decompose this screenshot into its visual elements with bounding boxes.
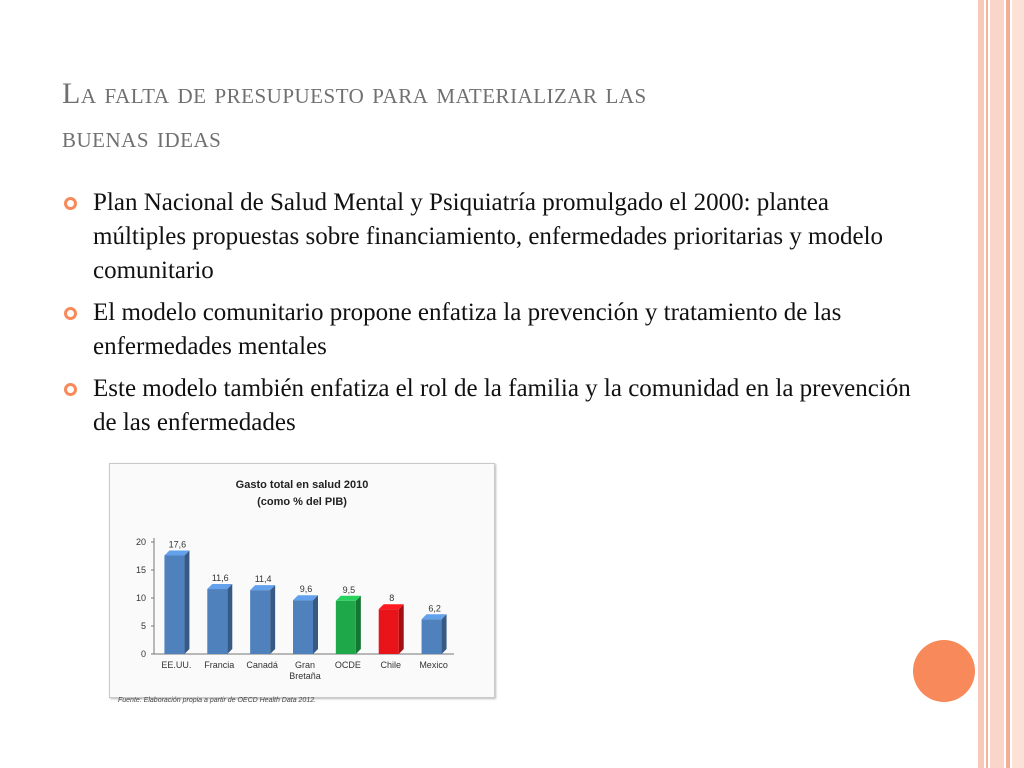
bar-side [399,604,404,654]
bullet-text: Este modelo también enfatiza el rol de la familia y la comunidad en la prevención de las enfermedades [93,375,911,436]
chart-source: Fuente: Elaboración propia a partir de OECD Health Data 2012. [118,697,317,704]
bar-value-label: 11,6 [211,573,229,584]
bullet-text: Plan Nacional de Salud Mental y Psiquiatría promulgado el 2000: plantea múltiples propuestas sobre financiamiento, enfermedades prioritarias y modelo comunitario [93,189,884,284]
bar [250,590,270,654]
bar-side [227,584,232,654]
bar-side [270,585,275,654]
bullet-item [62,296,912,364]
bullet-text: El modelo comunitario propone enfatiza la prevención y tratamiento de las enfermedades mentales [93,299,842,360]
circle-bullet-icon [64,197,77,210]
x-tick-label: Bretaña [289,671,321,681]
bar [379,609,399,654]
slide-title-line-1: La falta de presupuesto para materializar las [62,77,647,110]
decorative-circle [913,640,975,702]
bar-side [184,550,189,654]
bar-side [356,596,361,654]
y-tick-label: 0 [140,649,146,659]
x-tick-label: Francia [204,660,235,670]
bar [207,589,227,654]
x-tick-label: Gran [294,660,316,670]
y-tick-label: 20 [135,537,146,547]
x-tick-label: OCDE [334,660,361,670]
bullet-item [62,372,912,440]
slide-title [62,72,942,160]
bullet-list [62,186,912,448]
bar-chart [109,463,495,698]
bar [164,555,184,654]
bar-value-label: 11,4 [254,574,272,585]
chart-subtitle: (como % del PIB) [257,496,347,508]
bar [336,601,356,654]
slide-title-line-2: buenas ideas [62,121,222,154]
circle-bullet-icon [64,307,77,320]
bar-value-label: 9,5 [342,584,356,595]
decorative-stripes [978,0,1024,768]
chart-canvas [110,464,494,697]
x-tick-label: Chile [380,660,401,670]
bullet-item [62,186,912,288]
bar [293,600,313,654]
bar-side [442,614,447,654]
bar-value-label: 9,6 [299,584,313,595]
x-tick-label: EE.UU. [161,660,192,670]
bar [422,619,442,654]
bar-side [313,595,318,654]
bar-value-label: 17,6 [168,539,187,550]
bar-value-label: 8 [389,593,395,604]
bar-value-label: 6,2 [428,603,441,614]
x-tick-label: Mexico [419,660,448,670]
x-tick-label: Canadá [246,660,278,670]
chart-title: Gasto total en salud 2010 [235,479,369,491]
circle-bullet-icon [64,383,77,396]
y-tick-label: 10 [135,593,146,603]
y-tick-label: 15 [135,565,146,575]
y-tick-label: 5 [140,621,146,631]
